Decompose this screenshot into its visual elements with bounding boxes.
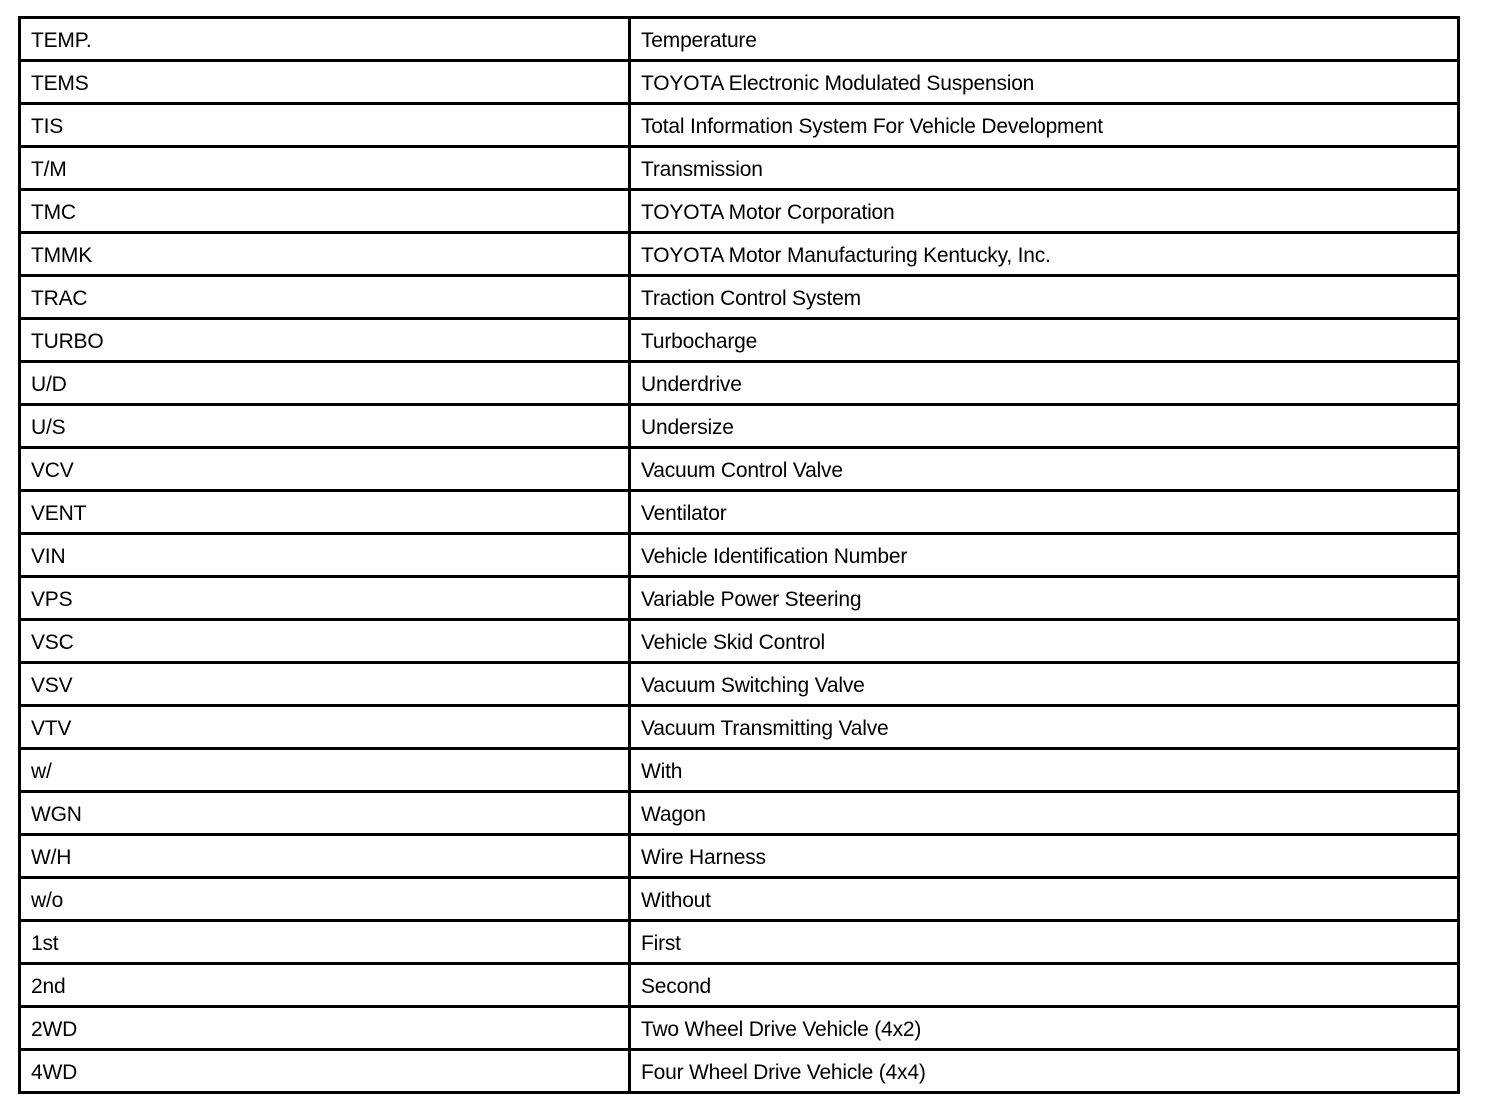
abbreviation-cell: TRAC (20, 276, 630, 319)
abbreviation-cell: TEMP. (20, 18, 630, 61)
table-row (20, 620, 1459, 663)
table-row (20, 878, 1459, 921)
definition-cell: Ventilator (630, 491, 1459, 534)
table-row (20, 534, 1459, 577)
abbreviation-cell: 1st (20, 921, 630, 964)
definition-cell: Vehicle Identification Number (630, 534, 1459, 577)
definition-cell: Four Wheel Drive Vehicle (4x4) (630, 1050, 1459, 1093)
definition-cell: TOYOTA Motor Manufacturing Kentucky, Inc. (630, 233, 1459, 276)
table-row (20, 1050, 1459, 1093)
abbreviation-cell: VTV (20, 706, 630, 749)
abbreviation-cell: VSC (20, 620, 630, 663)
table-row (20, 104, 1459, 147)
definition-cell: Turbocharge (630, 319, 1459, 362)
definition-cell: Vacuum Switching Valve (630, 663, 1459, 706)
table-row (20, 233, 1459, 276)
abbreviation-cell: 2WD (20, 1007, 630, 1050)
abbreviation-cell: VENT (20, 491, 630, 534)
definition-cell: Vacuum Control Valve (630, 448, 1459, 491)
definition-cell: Wire Harness (630, 835, 1459, 878)
abbreviation-cell: T/M (20, 147, 630, 190)
table-row (20, 319, 1459, 362)
table-row (20, 362, 1459, 405)
definition-cell: TOYOTA Electronic Modulated Suspension (630, 61, 1459, 104)
table-row (20, 663, 1459, 706)
table-row (20, 147, 1459, 190)
table-row (20, 276, 1459, 319)
abbreviation-cell: VPS (20, 577, 630, 620)
definition-cell: Vehicle Skid Control (630, 620, 1459, 663)
abbreviation-cell: VCV (20, 448, 630, 491)
abbreviation-cell: WGN (20, 792, 630, 835)
table-row (20, 792, 1459, 835)
table-row (20, 706, 1459, 749)
definition-cell: Second (630, 964, 1459, 1007)
table-row (20, 749, 1459, 792)
abbreviation-cell: W/H (20, 835, 630, 878)
definition-cell: With (630, 749, 1459, 792)
abbreviation-cell: U/S (20, 405, 630, 448)
abbreviation-table-body (20, 18, 1459, 1093)
definition-cell: Variable Power Steering (630, 577, 1459, 620)
table-row (20, 405, 1459, 448)
abbreviation-cell: 2nd (20, 964, 630, 1007)
table-row (20, 921, 1459, 964)
definition-cell: Undersize (630, 405, 1459, 448)
definition-cell: Total Information System For Vehicle Development (630, 104, 1459, 147)
abbreviation-cell: w/ (20, 749, 630, 792)
abbreviation-cell: U/D (20, 362, 630, 405)
abbreviation-cell: w/o (20, 878, 630, 921)
abbreviation-cell: TIS (20, 104, 630, 147)
abbreviation-cell: TURBO (20, 319, 630, 362)
table-row (20, 577, 1459, 620)
definition-cell: Traction Control System (630, 276, 1459, 319)
abbreviation-cell: TEMS (20, 61, 630, 104)
definition-cell: Vacuum Transmitting Valve (630, 706, 1459, 749)
definition-cell: Wagon (630, 792, 1459, 835)
definition-cell: Transmission (630, 147, 1459, 190)
table-row (20, 1007, 1459, 1050)
table-row (20, 18, 1459, 61)
abbreviation-cell: TMMK (20, 233, 630, 276)
definition-cell: Two Wheel Drive Vehicle (4x2) (630, 1007, 1459, 1050)
table-row (20, 61, 1459, 104)
table-row (20, 491, 1459, 534)
table-row (20, 964, 1459, 1007)
abbreviation-cell: TMC (20, 190, 630, 233)
abbreviation-cell: VSV (20, 663, 630, 706)
table-row (20, 448, 1459, 491)
abbreviation-cell: 4WD (20, 1050, 630, 1093)
table-row (20, 835, 1459, 878)
abbreviation-table (18, 16, 1460, 1094)
definition-cell: First (630, 921, 1459, 964)
definition-cell: Underdrive (630, 362, 1459, 405)
table-row (20, 190, 1459, 233)
definition-cell: Temperature (630, 18, 1459, 61)
definition-cell: TOYOTA Motor Corporation (630, 190, 1459, 233)
definition-cell: Without (630, 878, 1459, 921)
abbreviation-cell: VIN (20, 534, 630, 577)
